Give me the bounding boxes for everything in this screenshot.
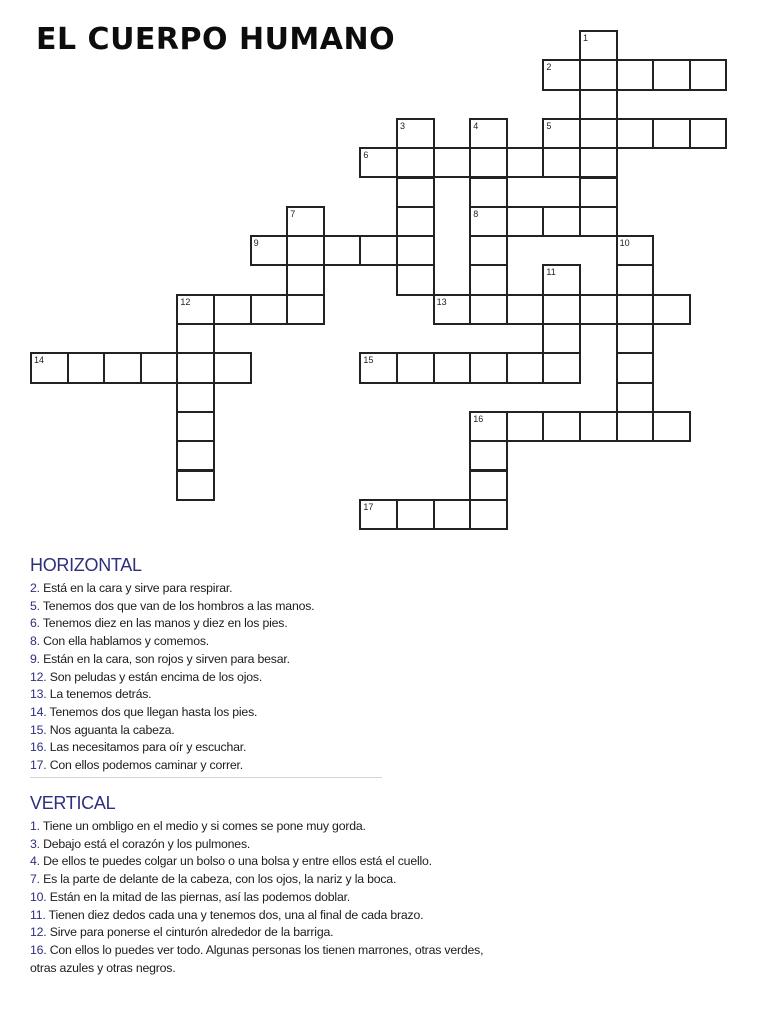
cell-number: 6: [363, 150, 369, 161]
crossword-cell[interactable]: [506, 411, 545, 442]
crossword-cell[interactable]: [579, 147, 618, 178]
clue-number: 10.: [30, 889, 47, 904]
clue-text: Tenemos dos que llegan hasta los pies.: [46, 704, 258, 719]
crossword-cell[interactable]: [469, 499, 508, 530]
vertical-clue: [30, 942, 510, 977]
crossword-cell[interactable]: [469, 294, 508, 325]
crossword-cell[interactable]: [652, 294, 691, 325]
horizontal-clues-section: [30, 555, 314, 775]
crossword-cell[interactable]: [213, 352, 252, 383]
page-title: EL CUERPO HUMANO: [36, 22, 396, 57]
crossword-cell[interactable]: [506, 147, 545, 178]
crossword-cell[interactable]: [469, 235, 508, 266]
crossword-cell[interactable]: [176, 440, 215, 471]
crossword-cell[interactable]: [433, 499, 472, 530]
crossword-cell[interactable]: [469, 470, 508, 501]
vertical-clue-list: [30, 818, 510, 977]
clue-number: 8.: [30, 634, 40, 649]
clue-text: De ellos te puedes colgar un bolso o una bolsa y entre ellos está el cuello.: [39, 854, 432, 869]
crossword-cell[interactable]: [579, 177, 618, 208]
crossword-cell[interactable]: [433, 147, 472, 178]
crossword-cell[interactable]: [689, 59, 728, 90]
cell-number: 3: [400, 120, 406, 131]
crossword-cell[interactable]: [213, 294, 252, 325]
horizontal-clue: [30, 651, 314, 669]
vertical-clue: [30, 871, 510, 889]
clue-number: 1.: [30, 819, 40, 833]
crossword-cell[interactable]: [176, 470, 215, 501]
horizontal-clue: [30, 615, 314, 633]
clue-text: Debajo está el corazón y los pulmones.: [39, 836, 251, 851]
crossword-cell[interactable]: [506, 352, 545, 383]
clue-text: Con ellos lo puedes ver todo. Algunas personas los tienen marrones, otras verdes, otras azules y otras negros.: [30, 942, 484, 975]
clue-text: Con ella hablamos y comemos.: [39, 634, 210, 649]
vertical-clue: [30, 889, 510, 907]
clue-number: 4.: [30, 854, 40, 869]
crossword-cell[interactable]: [652, 411, 691, 442]
horizontal-clue: [30, 757, 314, 775]
cell-number: 8: [473, 208, 479, 219]
vertical-clue: [30, 907, 510, 925]
crossword-cell[interactable]: [396, 147, 435, 178]
vertical-clue: [30, 836, 510, 854]
crossword-cell[interactable]: [579, 89, 618, 120]
crossword-cell[interactable]: [542, 147, 581, 178]
vertical-clue: [30, 853, 510, 871]
crossword-cell[interactable]: [616, 323, 655, 354]
crossword-cell[interactable]: [176, 411, 215, 442]
crossword-cell[interactable]: [616, 264, 655, 295]
crossword-cell[interactable]: [396, 177, 435, 208]
crossword-cell[interactable]: [286, 235, 325, 266]
vertical-clue: [30, 818, 510, 836]
clue-number: 2.: [30, 581, 40, 595]
vertical-clue: [30, 924, 510, 942]
crossword-cell[interactable]: [506, 206, 545, 237]
crossword-cell[interactable]: [286, 264, 325, 295]
cell-number: 16: [473, 413, 484, 424]
crossword-cell[interactable]: [396, 264, 435, 295]
clue-text: Están en la mitad de las piernas, así las podemos doblar.: [46, 889, 351, 904]
horizontal-clue: [30, 739, 314, 757]
crossword-cell[interactable]: [286, 294, 325, 325]
clue-text: Son peludas y están encima de los ojos.: [46, 669, 263, 684]
clue-text: Es la parte de delante de la cabeza, con los ojos, la nariz y la boca.: [39, 872, 397, 887]
crossword-cell[interactable]: [689, 118, 728, 149]
crossword-cell[interactable]: [396, 352, 435, 383]
horizontal-heading: HORIZONTAL: [30, 555, 142, 575]
crossword-cell[interactable]: [652, 118, 691, 149]
crossword-cell[interactable]: [433, 352, 472, 383]
clue-number: 6.: [30, 616, 40, 631]
horizontal-clue: [30, 669, 314, 687]
clue-number: 17.: [30, 758, 47, 773]
crossword-cell[interactable]: [176, 323, 215, 354]
crossword-cell[interactable]: [579, 118, 618, 149]
cell-number: 10: [619, 238, 630, 249]
cell-number: 17: [363, 501, 374, 512]
crossword-cell[interactable]: [616, 352, 655, 383]
clue-number: 5.: [30, 598, 40, 613]
clue-number: 12.: [30, 669, 47, 684]
horizontal-clue: [30, 633, 314, 651]
crossword-cell[interactable]: [176, 382, 215, 413]
crossword-cell[interactable]: [616, 294, 655, 325]
clue-text: Está en la cara y sirve para respirar.: [39, 581, 233, 595]
cell-number: 7: [290, 208, 296, 219]
crossword-cell[interactable]: [396, 235, 435, 266]
clue-number: 11.: [30, 907, 46, 922]
crossword-cell[interactable]: [616, 118, 655, 149]
clue-text: Las necesitamos para oír y escuchar.: [46, 740, 247, 755]
crossword-cell[interactable]: [359, 235, 398, 266]
crossword-cell[interactable]: [176, 352, 215, 383]
cell-number: 13: [436, 296, 447, 307]
horizontal-clue: [30, 704, 314, 722]
crossword-cell[interactable]: [469, 352, 508, 383]
cell-number: 15: [363, 355, 374, 366]
crossword-cell[interactable]: [616, 382, 655, 413]
crossword-cell[interactable]: [396, 499, 435, 530]
clue-number: 7.: [30, 872, 40, 887]
crossword-cell[interactable]: [579, 206, 618, 237]
crossword-cell[interactable]: [542, 352, 581, 383]
clue-number: 15.: [30, 722, 47, 737]
crossword-cell[interactable]: [103, 352, 142, 383]
crossword-cell[interactable]: [469, 440, 508, 471]
crossword-cell[interactable]: [616, 59, 655, 90]
crossword-cell[interactable]: [469, 147, 508, 178]
clue-text: Tiene un ombligo en el medio y si comes se pone muy gorda.: [39, 819, 366, 833]
crossword-cell[interactable]: [396, 206, 435, 237]
horizontal-clue: [30, 722, 314, 740]
crossword-cell[interactable]: [542, 206, 581, 237]
clue-text: Sirve para ponerse el cinturón alrededor de la barriga.: [46, 925, 334, 940]
horizontal-clue: [30, 686, 314, 704]
cell-number: 5: [546, 120, 552, 131]
horizontal-clue-list: [30, 580, 314, 775]
clue-text: Tenemos diez en las manos y diez en los pies.: [39, 616, 288, 631]
horizontal-clue: [30, 598, 314, 616]
crossword-cell[interactable]: [469, 264, 508, 295]
crossword-cell[interactable]: [469, 177, 508, 208]
clue-number: 9.: [30, 651, 40, 666]
crossword-cell[interactable]: [542, 411, 581, 442]
crossword-cell[interactable]: [506, 294, 545, 325]
clue-number: 14.: [30, 704, 47, 719]
section-divider: [30, 777, 382, 778]
horizontal-clue: [30, 580, 314, 598]
clue-number: 13.: [30, 687, 47, 702]
clue-number: 12.: [30, 925, 47, 940]
cell-number: 1: [583, 33, 589, 43]
clue-text: Tenemos dos que van de los hombros a las manos.: [39, 598, 315, 613]
crossword-cell[interactable]: [616, 411, 655, 442]
vertical-heading: VERTICAL: [30, 793, 116, 813]
clue-text: Con ellos podemos caminar y correr.: [46, 758, 243, 773]
crossword-cell[interactable]: [579, 294, 618, 325]
cell-number: 14: [34, 355, 45, 366]
cell-number: 2: [546, 62, 552, 73]
crossword-cell[interactable]: [67, 352, 106, 383]
crossword-cell[interactable]: [652, 59, 691, 90]
cell-number: 9: [253, 238, 259, 249]
crossword-cell[interactable]: [250, 294, 289, 325]
cell-number: 12: [180, 296, 191, 307]
clue-number: 16.: [30, 942, 47, 957]
clue-number: 3.: [30, 836, 40, 851]
vertical-clues-section: [30, 793, 510, 977]
clue-text: La tenemos detrás.: [46, 687, 152, 702]
crossword-cell[interactable]: [579, 59, 618, 90]
crossword-cell[interactable]: [542, 294, 581, 325]
clue-number: 16.: [30, 740, 47, 755]
clue-text: Tienen diez dedos cada una y tenemos dos, una al final de cada brazo.: [45, 907, 424, 922]
crossword-cell[interactable]: [323, 235, 362, 266]
cell-number: 11: [546, 267, 556, 278]
clue-text: Están en la cara, son rojos y sirven para besar.: [39, 651, 290, 666]
crossword-cell[interactable]: [542, 323, 581, 354]
cell-number: 4: [473, 120, 479, 131]
crossword-cell[interactable]: [579, 411, 618, 442]
clue-text: Nos aguanta la cabeza.: [46, 722, 175, 737]
crossword-cell[interactable]: [140, 352, 179, 383]
